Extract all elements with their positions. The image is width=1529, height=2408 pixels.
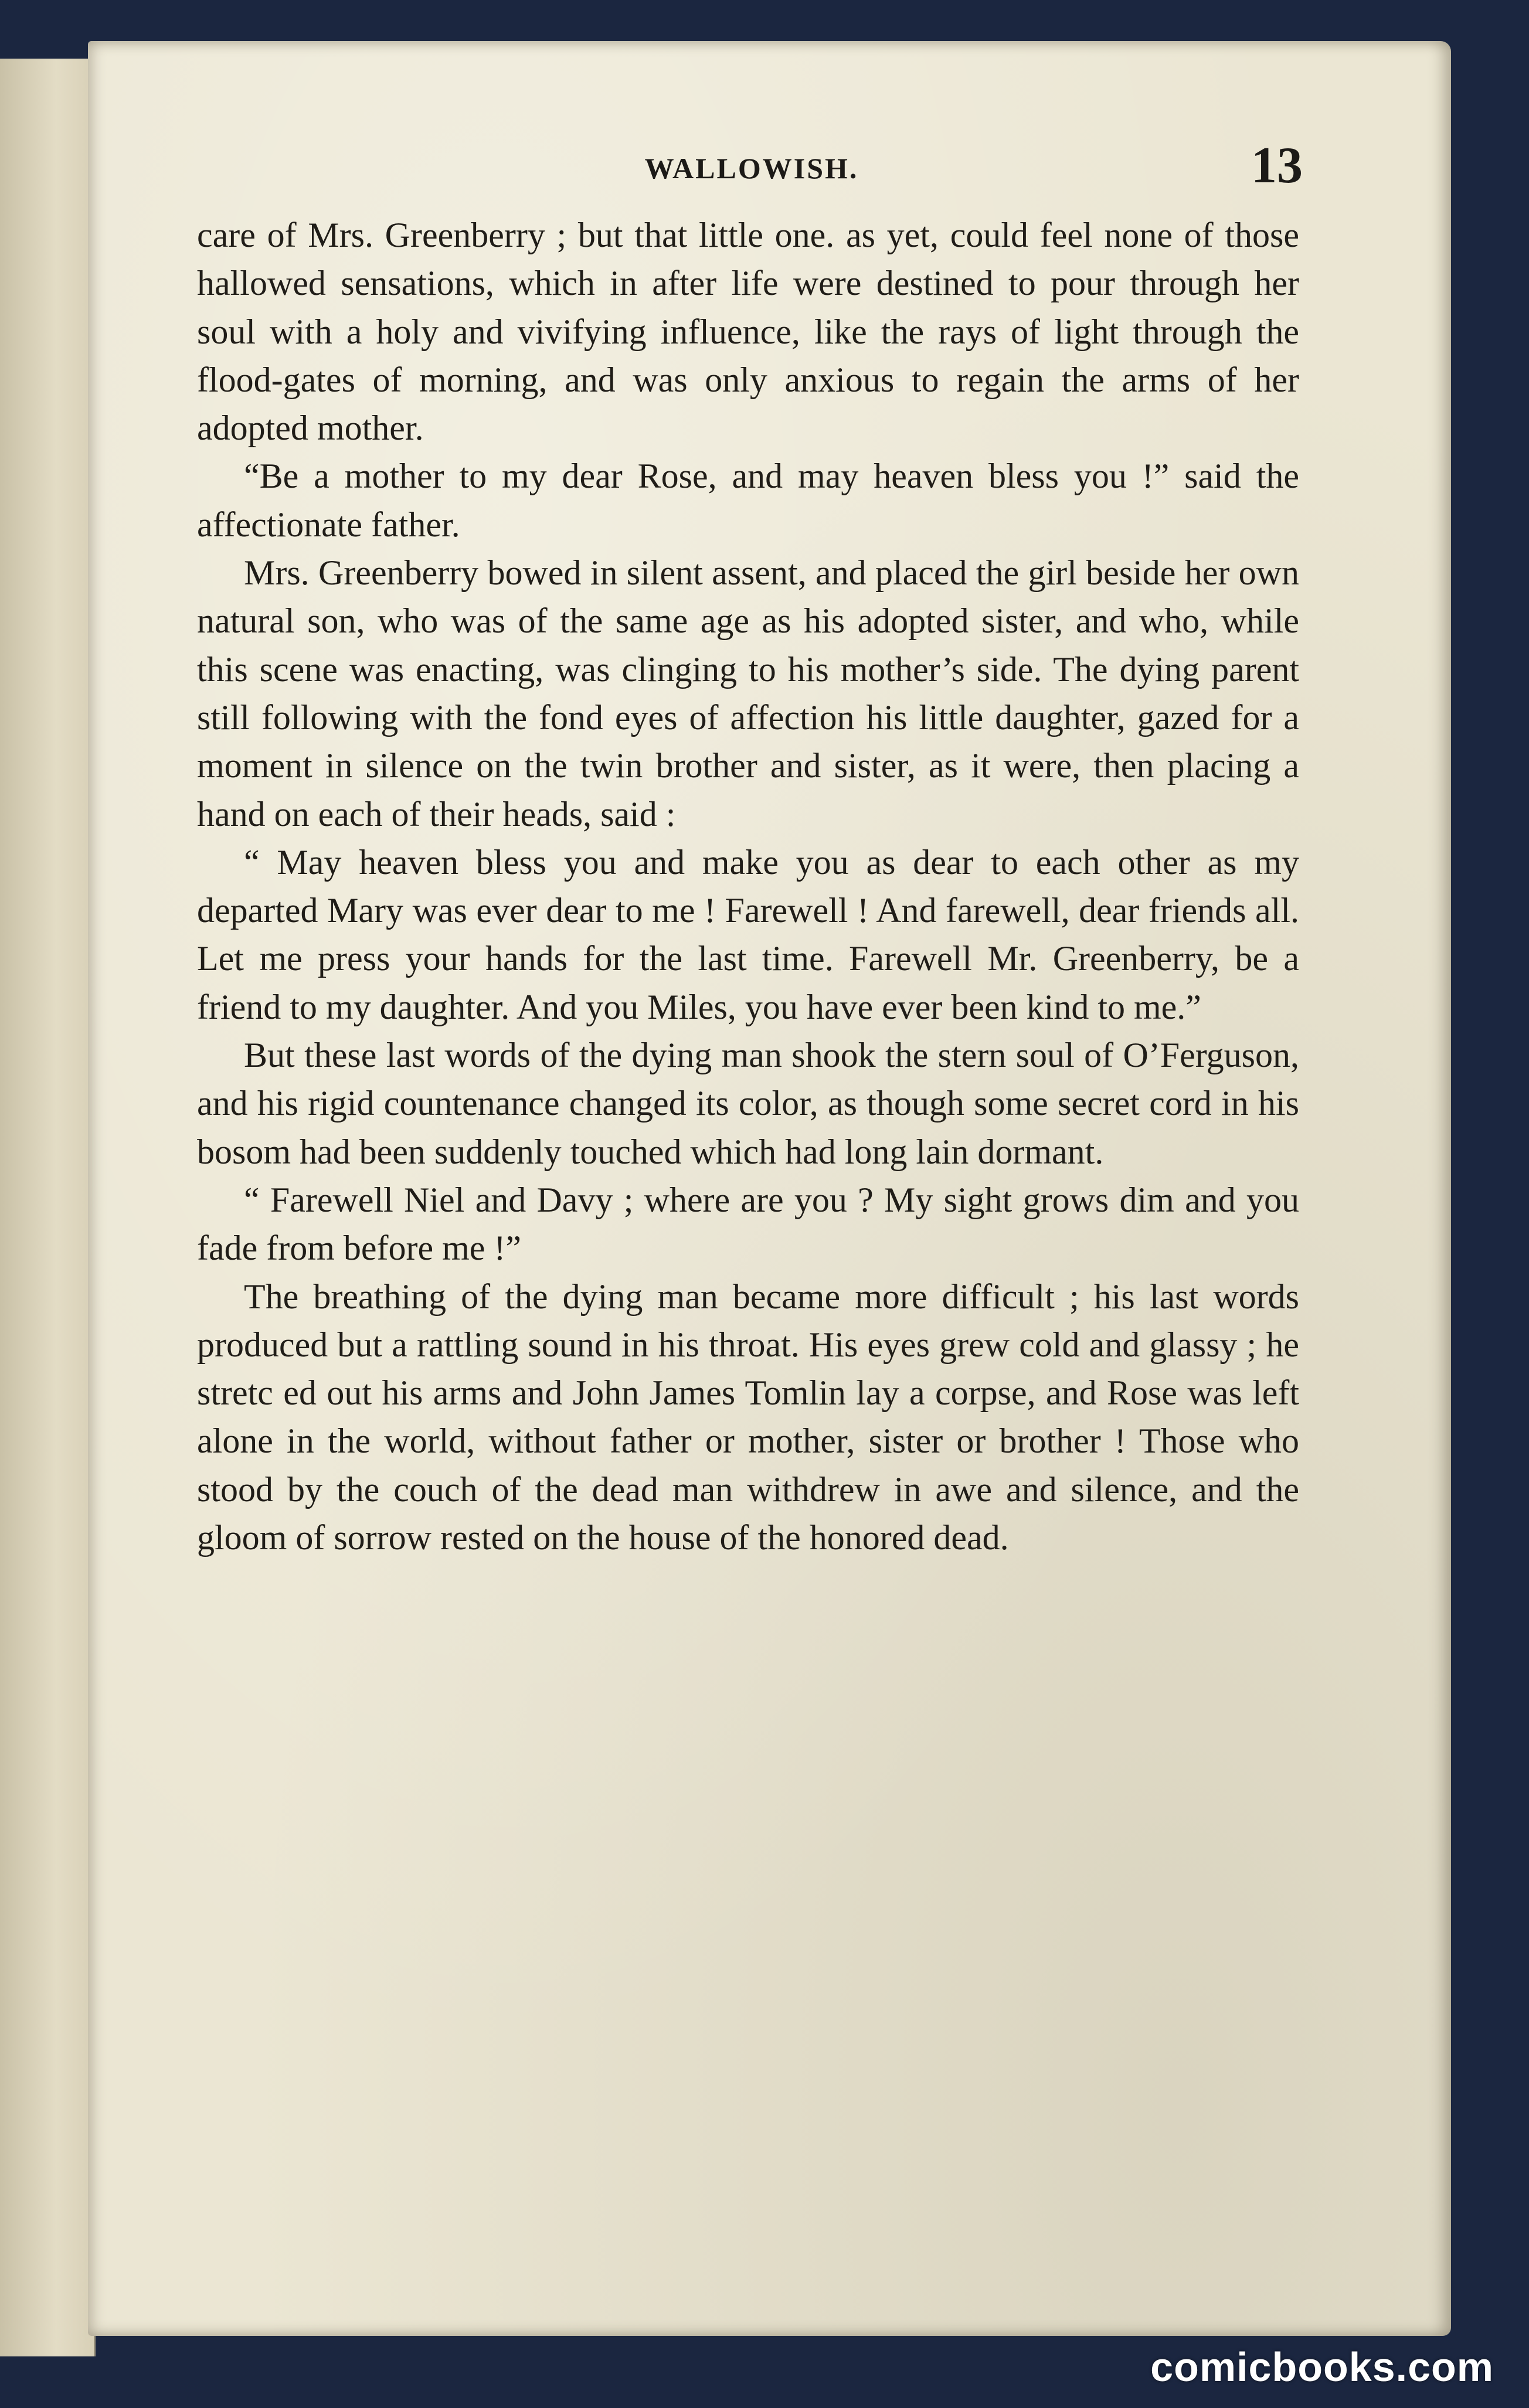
paragraph: “Be a mother to my dear Rose, and may heaven bless you !” said the affectionate father. bbox=[197, 457, 1299, 544]
paragraph: But these last words of the dying man shook the stern soul of O’Ferguson, and his rigid countenance changed its color, as though some secret cord in his bosom had been suddenly touched which had long lain dormant. bbox=[197, 1036, 1299, 1171]
paragraph: “ May heaven bless you and make you as dear to each other as my departed Mary was ever dear to me ! Farewell ! And farewell, dear friends all. Let me press your hands for the last time. Farewell Mr. Greenberry, be a friend to my daughter. And you Miles, you have ever been kind to me.” bbox=[197, 842, 1299, 1026]
watermark: comicbooks.com bbox=[1150, 2344, 1494, 2390]
paragraph: Mrs. Greenberry bowed in silent assent, and placed the girl beside her own natural son, who was of the same age as his adopted sister, and who, while this scene was enacting, was clinging to his mother’s side. The dying parent still following with the fond eyes of affection his little daughter, gazed for a moment in silence on the twin brother and sister, as it were, then placing a hand on each of their heads, said : bbox=[197, 553, 1299, 834]
paragraph: care of Mrs. Greenberry ; but that little one. as yet, could feel none of those hallowed sensations, which in after life were destined to pour through her soul with a holy and vivifying influence, like the rays of light through the flood-gates of morning, and was only anxious to regain the arms of her adopted mother. bbox=[197, 216, 1299, 448]
page-number: 13 bbox=[1251, 137, 1303, 194]
page-header bbox=[201, 136, 1303, 200]
paragraph: The breathing of the dying man became more difficult ; his last words produced but a rattling sound in his throat. His eyes grew cold and glassy ; he stretc ed out his arms and John James Tomlin lay a corpse, and Rose was left alone in the world, without father or mother, sister or brother ! Those who stood by the couch of the dead man withdrew in awe and silence, and the gloom of sorrow rested on the house of the honored dead. bbox=[197, 1277, 1299, 1557]
body-text bbox=[197, 211, 1299, 1562]
paragraph: “ Farewell Niel and Davy ; where are you ? My sight grows dim and you fade from before me !” bbox=[197, 1180, 1299, 1268]
facing-page-edge bbox=[0, 59, 96, 2356]
running-head: WALLOWISH. bbox=[644, 152, 859, 185]
